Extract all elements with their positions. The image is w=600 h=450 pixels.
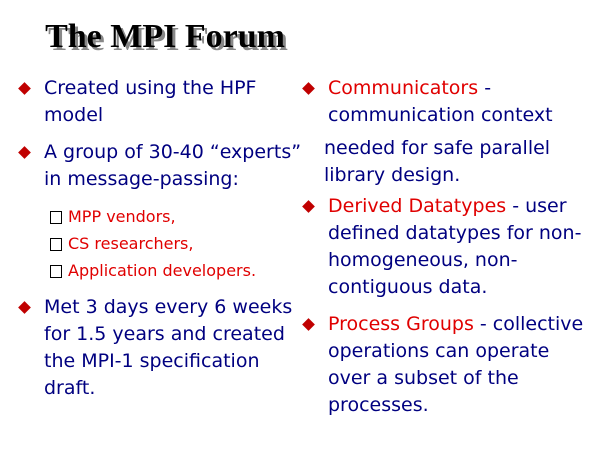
box-bullet-icon — [50, 211, 62, 224]
bullet-text: Created using the HPF model — [44, 77, 257, 126]
bullet-text: Met 3 days every 6 weeks for 1.5 years and created the MPI-1 specification draft. — [44, 296, 293, 399]
diamond-bullet-icon — [302, 200, 315, 213]
bullet-datatypes — [302, 193, 597, 301]
bullet-text: - user defined datatypes for non-homogeneous, non-contiguous data. — [328, 195, 582, 298]
bullet-heading: Process Groups — [328, 313, 474, 335]
diamond-bullet-icon — [302, 82, 315, 95]
slide-title: The MPI Forum — [45, 18, 285, 55]
sub-item-developers: Application developers. — [18, 257, 303, 284]
bullet-text: A group of 30-40 “experts” in message-passing: — [44, 141, 302, 190]
diamond-bullet-icon — [302, 318, 315, 331]
bullet-met — [18, 294, 303, 402]
box-bullet-icon — [50, 238, 62, 251]
continuation-text: needed for safe parallel library design. — [324, 137, 551, 186]
bullet-heading: Communicators — [328, 77, 479, 99]
diamond-bullet-icon — [18, 146, 31, 159]
box-bullet-icon — [50, 265, 62, 278]
bullet-communicators — [302, 75, 597, 129]
bullet-hpf — [18, 75, 303, 129]
right-column — [302, 75, 597, 429]
sub-item-vendors: MPP vendors, — [18, 203, 303, 230]
bullet-process-groups — [302, 311, 597, 419]
bullet-heading: Derived Datatypes — [328, 195, 507, 217]
bullet-group — [18, 139, 303, 193]
bullet-text: - collective operations can operate over a subset of the processes. — [328, 313, 584, 416]
left-column — [18, 75, 303, 412]
diamond-bullet-icon — [18, 301, 31, 314]
bullet-text: - communication context — [328, 77, 553, 126]
sub-item-researchers: CS researchers, — [18, 230, 303, 257]
diamond-bullet-icon — [18, 82, 31, 95]
